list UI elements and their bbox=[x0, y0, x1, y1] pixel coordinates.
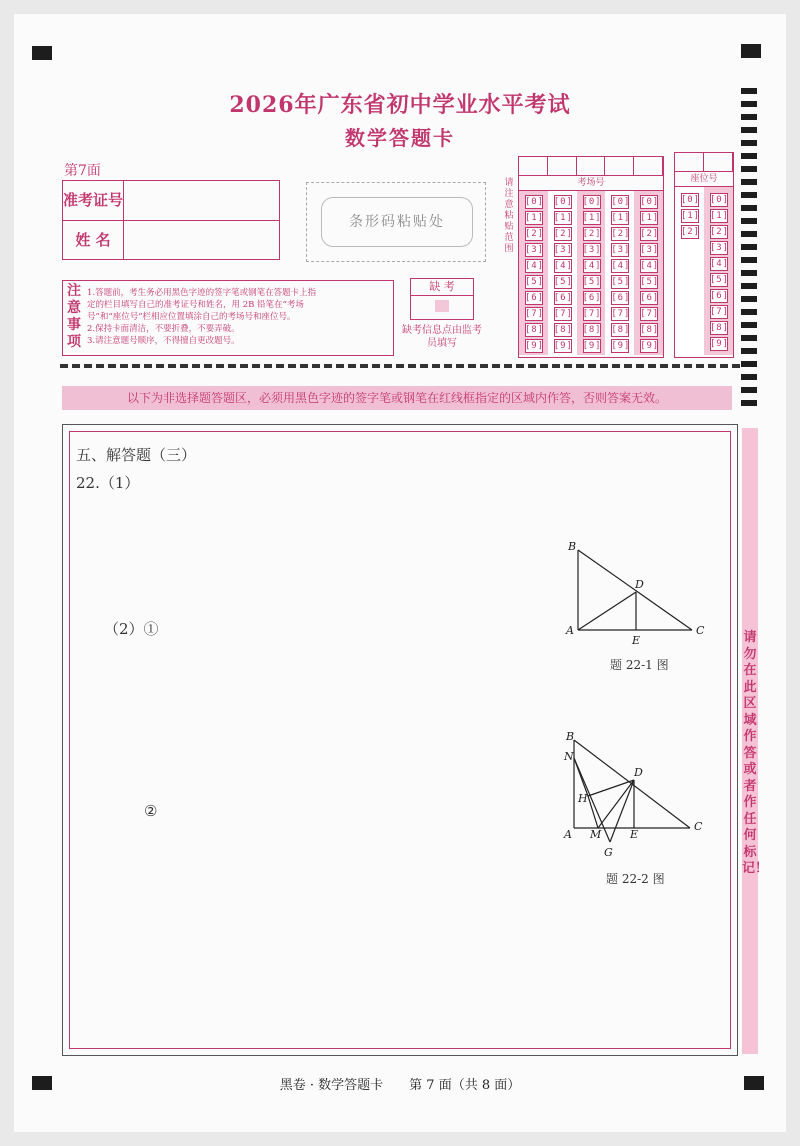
exam-number-grid bbox=[518, 156, 664, 358]
note-line: 号”和“座位号”栏相应位置填涂自己的考场号和座位号。 bbox=[87, 312, 296, 322]
seat-grid-write-cell[interactable] bbox=[704, 153, 733, 171]
point-label: H bbox=[578, 792, 588, 805]
note-line: 2.保持卡面清洁，不要折叠，不要弄破。 bbox=[87, 324, 240, 334]
barcode-label: 条形码粘贴处 bbox=[321, 197, 473, 247]
exam-number-bubble[interactable]: [ 8 ] bbox=[583, 323, 601, 337]
point-label: E bbox=[632, 634, 641, 647]
timing-mark bbox=[741, 387, 757, 393]
point-label: D bbox=[635, 578, 644, 591]
point-label: G bbox=[604, 846, 613, 859]
seat-number-bubble[interactable]: [ 7 ] bbox=[710, 305, 728, 319]
exam-grid-write-cell[interactable] bbox=[605, 157, 634, 175]
point-label: C bbox=[696, 624, 705, 637]
exam-number-bubble[interactable]: [ 5 ] bbox=[640, 275, 658, 289]
absent-bubble[interactable] bbox=[435, 300, 449, 312]
side-warning-text: 请勿在此区域作答或者作任何标记！ bbox=[742, 630, 769, 876]
exam-number-bubble[interactable]: [ 7 ] bbox=[583, 307, 601, 321]
registration-mark-top-right bbox=[741, 44, 761, 58]
exam-number-bubble[interactable]: [ 3 ] bbox=[554, 243, 572, 257]
seat-number-bubble[interactable]: [ 6 ] bbox=[710, 289, 728, 303]
seat-grid-label: 座位号 bbox=[675, 171, 733, 187]
segment-ad bbox=[578, 592, 636, 630]
exam-number-bubble[interactable]: [ 2 ] bbox=[583, 227, 601, 241]
point-label: D bbox=[634, 766, 643, 779]
seat-number-bubble[interactable]: [ 2 ] bbox=[710, 225, 728, 239]
notes-body bbox=[87, 287, 389, 347]
timing-mark bbox=[741, 166, 757, 172]
exam-number-bubble[interactable]: [ 2 ] bbox=[525, 227, 543, 241]
exam-number-bubble[interactable]: [ 7 ] bbox=[525, 307, 543, 321]
point-label: M bbox=[590, 828, 602, 841]
paste-range-notice: 请注意粘贴范围 bbox=[504, 178, 514, 254]
exam-number-bubble[interactable]: [ 1 ] bbox=[525, 211, 543, 225]
exam-grid-write-cell[interactable] bbox=[519, 157, 548, 175]
seat-number-bubble[interactable]: [ 2 ] bbox=[681, 225, 699, 239]
section-title: 五、解答题（三） bbox=[76, 446, 197, 464]
notes-box bbox=[62, 280, 394, 356]
timing-mark bbox=[741, 244, 757, 250]
exam-number-bubble[interactable]: [ 3 ] bbox=[525, 243, 543, 257]
exam-number-bubble[interactable]: [ 9 ] bbox=[611, 339, 629, 353]
registration-mark-top-left bbox=[32, 46, 52, 60]
exam-number-bubble[interactable]: [ 6 ] bbox=[525, 291, 543, 305]
exam-number-bubble[interactable]: [ 3 ] bbox=[640, 243, 658, 257]
seat-grid-write-cell[interactable] bbox=[675, 153, 704, 171]
notes-heading: 注意事项 bbox=[67, 283, 81, 350]
exam-number-row[interactable] bbox=[63, 181, 279, 220]
page-title: 2026年广东省初中学业水平考试 bbox=[229, 92, 571, 118]
exam-number-bubble[interactable]: [ 0 ] bbox=[525, 195, 543, 209]
barcode-area bbox=[306, 182, 486, 262]
answer-area[interactable] bbox=[62, 424, 738, 1056]
exam-number-bubble[interactable]: [ 8 ] bbox=[525, 323, 543, 337]
question-22-part-2-2: ② bbox=[144, 802, 158, 820]
point-label: B bbox=[566, 732, 575, 743]
exam-number-label: 准考证号 bbox=[63, 181, 124, 220]
exam-number-bubble[interactable]: [ 3 ] bbox=[611, 243, 629, 257]
exam-grid-write-cell[interactable] bbox=[548, 157, 577, 175]
exam-number-bubble[interactable]: [ 6 ] bbox=[640, 291, 658, 305]
answer-frame[interactable] bbox=[69, 431, 731, 1049]
timing-mark bbox=[741, 205, 757, 211]
timing-mark bbox=[741, 270, 757, 276]
name-label: 姓 名 bbox=[63, 221, 124, 260]
seat-number-bubble[interactable]: [ 5 ] bbox=[710, 273, 728, 287]
exam-number-bubble[interactable]: [ 0 ] bbox=[554, 195, 572, 209]
segment-hd bbox=[588, 780, 634, 796]
exam-number-bubble[interactable]: [ 5 ] bbox=[525, 275, 543, 289]
exam-number-bubble[interactable]: [ 3 ] bbox=[583, 243, 601, 257]
timing-mark bbox=[741, 218, 757, 224]
point-label: A bbox=[566, 624, 574, 637]
segment-nh bbox=[574, 758, 588, 796]
note-line: 定的栏目填写自己的准考证号和姓名，用 2B 铅笔在“考场 bbox=[87, 300, 304, 310]
exam-grid-label: 考场号 bbox=[519, 175, 663, 191]
absent-box bbox=[410, 278, 474, 320]
exam-number-bubble[interactable]: [ 2 ] bbox=[640, 227, 658, 241]
point-label: B bbox=[568, 542, 577, 553]
timing-mark bbox=[741, 348, 757, 354]
exam-number-bubble[interactable]: [ 4 ] bbox=[640, 259, 658, 273]
timing-mark bbox=[741, 192, 757, 198]
timing-mark bbox=[741, 322, 757, 328]
question-22-part-2-1: （2）① bbox=[104, 620, 159, 638]
timing-mark bbox=[741, 296, 757, 302]
exam-number-bubble[interactable]: [ 0 ] bbox=[583, 195, 601, 209]
absent-label: 缺 考 bbox=[411, 279, 473, 296]
timing-mark bbox=[741, 231, 757, 237]
exam-number-bubble[interactable]: [ 5 ] bbox=[583, 275, 601, 289]
exam-number-bubble[interactable]: [ 4 ] bbox=[525, 259, 543, 273]
exam-number-bubble[interactable]: [ 5 ] bbox=[611, 275, 629, 289]
timing-mark bbox=[741, 283, 757, 289]
figure-22-2 bbox=[560, 732, 710, 862]
figure-22-2-caption: 题 22-2 图 bbox=[606, 872, 665, 886]
exam-grid-write-cell[interactable] bbox=[634, 157, 663, 175]
seat-number-bubble[interactable]: [ 3 ] bbox=[710, 241, 728, 255]
seat-number-bubble[interactable]: [ 1 ] bbox=[681, 209, 699, 223]
seat-number-bubble[interactable]: [ 9 ] bbox=[710, 337, 728, 351]
timing-mark bbox=[741, 361, 757, 367]
timing-mark bbox=[741, 400, 757, 406]
exam-number-bubble[interactable]: [ 7 ] bbox=[554, 307, 572, 321]
seat-number-bubble[interactable]: [ 0 ] bbox=[710, 193, 728, 207]
exam-number-bubble[interactable]: [ 9 ] bbox=[583, 339, 601, 353]
seat-number-grid bbox=[674, 152, 734, 358]
question-22-part-1: 22.（1） bbox=[76, 474, 140, 492]
exam-number-bubble[interactable]: [ 8 ] bbox=[640, 323, 658, 337]
exam-number-bubble[interactable]: [ 1 ] bbox=[554, 211, 572, 225]
exam-number-bubble[interactable]: [ 2 ] bbox=[554, 227, 572, 241]
identity-box bbox=[62, 180, 280, 260]
exam-number-bubble[interactable]: [ 6 ] bbox=[611, 291, 629, 305]
exam-number-bubble[interactable]: [ 4 ] bbox=[554, 259, 572, 273]
exam-number-bubble[interactable]: [ 1 ] bbox=[583, 211, 601, 225]
exam-number-bubble[interactable]: [ 8 ] bbox=[554, 323, 572, 337]
exam-number-bubble[interactable]: [ 9 ] bbox=[525, 339, 543, 353]
exam-number-bubble[interactable]: [ 7 ] bbox=[611, 307, 629, 321]
exam-number-bubble[interactable]: [ 5 ] bbox=[554, 275, 572, 289]
timing-mark bbox=[741, 335, 757, 341]
exam-number-bubble[interactable]: [ 7 ] bbox=[640, 307, 658, 321]
page-subtitle: 数学答题卡 bbox=[345, 126, 455, 150]
point-label: C bbox=[694, 820, 703, 833]
figure-22-1-caption: 题 22-1 图 bbox=[610, 658, 669, 672]
timing-mark bbox=[741, 309, 757, 315]
exam-number-bubble[interactable]: [ 1 ] bbox=[640, 211, 658, 225]
seat-number-bubble[interactable]: [ 1 ] bbox=[710, 209, 728, 223]
absent-note: 缺考信息点由监考员填写 bbox=[402, 325, 482, 349]
exam-number-bubble[interactable]: [ 4 ] bbox=[583, 259, 601, 273]
figure-22-1 bbox=[564, 542, 714, 652]
timing-mark bbox=[741, 153, 757, 159]
point-label: E bbox=[630, 828, 639, 841]
seat-number-bubble[interactable]: [ 4 ] bbox=[710, 257, 728, 271]
note-line: 3.请注意题号顺序，不得擅自更改题号。 bbox=[87, 336, 240, 346]
point-label: N bbox=[564, 750, 574, 763]
exam-number-bubble[interactable]: [ 1 ] bbox=[611, 211, 629, 225]
name-row[interactable] bbox=[63, 220, 279, 260]
timing-mark bbox=[741, 257, 757, 263]
point-label: A bbox=[564, 828, 572, 841]
exam-number-bubble[interactable]: [ 9 ] bbox=[640, 339, 658, 353]
exam-number-bubble[interactable]: [ 8 ] bbox=[611, 323, 629, 337]
exam-number-bubble[interactable]: [ 0 ] bbox=[640, 195, 658, 209]
exam-number-bubble[interactable]: [ 4 ] bbox=[611, 259, 629, 273]
exam-number-bubble[interactable]: [ 6 ] bbox=[554, 291, 572, 305]
exam-number-bubble[interactable]: [ 2 ] bbox=[611, 227, 629, 241]
timing-mark bbox=[741, 179, 757, 185]
seat-number-bubble[interactable]: [ 0 ] bbox=[681, 193, 699, 207]
exam-grid-write-cell[interactable] bbox=[577, 157, 606, 175]
exam-number-bubble[interactable]: [ 0 ] bbox=[611, 195, 629, 209]
page-number: 第7面 bbox=[64, 163, 101, 179]
page-footer: 黑卷 · 数学答题卡 第 7 面（共 8 面） bbox=[279, 1078, 521, 1093]
seat-number-bubble[interactable]: [ 8 ] bbox=[710, 321, 728, 335]
divider bbox=[60, 364, 740, 368]
instruction-banner: 以下为非选择题答题区，必须用黑色字迹的签字笔或钢笔在红线框指定的区域内作答，否则答案无效。 bbox=[62, 386, 732, 410]
exam-number-bubble[interactable]: [ 9 ] bbox=[554, 339, 572, 353]
timing-mark bbox=[741, 374, 757, 380]
segment-md bbox=[598, 780, 634, 828]
note-line: 1.答题前，考生务必用黑色字迹的签字笔或钢笔在答题卡上指 bbox=[87, 288, 317, 298]
exam-number-bubble[interactable]: [ 6 ] bbox=[583, 291, 601, 305]
